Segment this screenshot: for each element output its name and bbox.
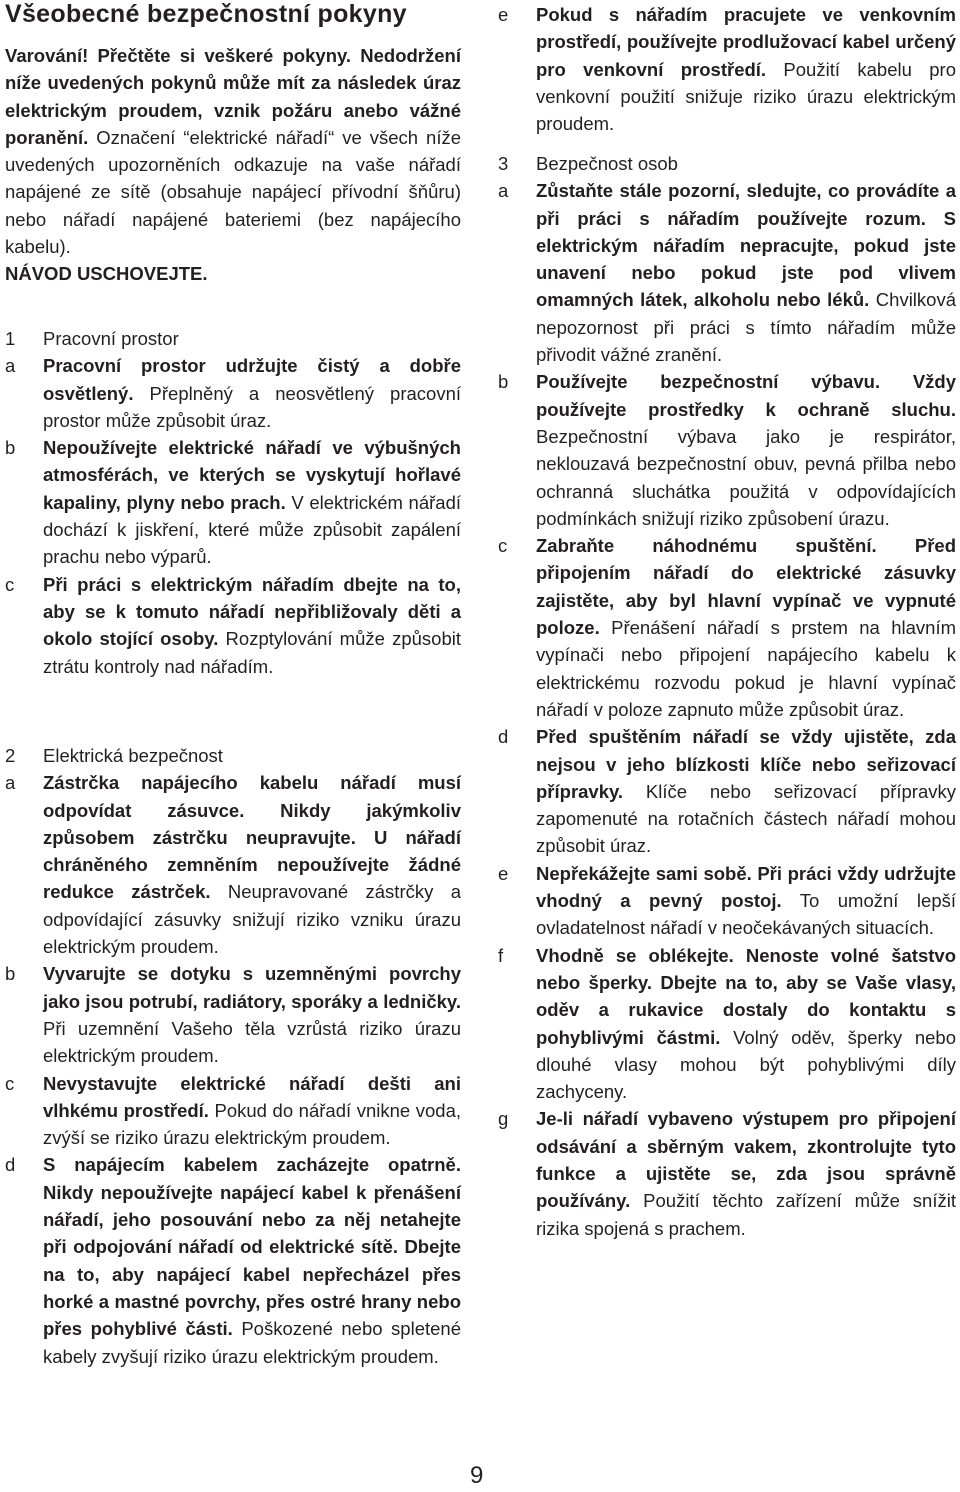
section-personal-safety (498, 150, 956, 1242)
item-bold: Nepřekážejte sami sobě. Při práci vždy udržujte vhodný a pevný postoj. (536, 862, 956, 912)
item-label: e (498, 862, 509, 884)
list-item (5, 1070, 461, 1152)
item-text: Rozptylování může způsobit ztrátu kontroly nad nářadím. (43, 628, 461, 677)
intro (5, 42, 461, 288)
item-bold: S napájecím kabelem zacházejte opatrně. Nikdy nepoužívejte napájecí kabel k přenášení nářadí, jeho posouvání nebo za něj netahejte při odpojování nářadí od elektrické sítě. Dbejte na to, aby napájecí kabel nepřecházel přes horké a mastné povrchy, přes ostré hrany nebo přes pohyblivé části. (43, 1154, 461, 1340)
intro-definition: Označení “elektrické nářadí“ ve všech níže uvedených upozorněních odkazuje na vaše nářadí napájené ze sítě (obsahuje napájecí přívodní šňůru) nebo nářadí napájené bateriemi (bez napájecího kabelu). (5, 126, 461, 258)
list-item (498, 942, 956, 1106)
item-bold: Vyvarujte se dotyku s uzemněnými povrchy jako jsou potrubí, radiátory, sporáky a ledničky. (43, 963, 461, 1012)
list-item (498, 723, 956, 859)
list-item (5, 352, 461, 434)
page-title: Všeobecné bezpečnostní pokyny (5, 0, 407, 28)
item-bold: Pracovní prostor udržujte čistý a dobře osvětlený. (43, 355, 461, 404)
list-item (5, 1151, 461, 1369)
item-text: Poškozené nebo spletené kabely zvyšují riziko úrazu elektrickým proudem. (43, 1318, 462, 1367)
item-text: Pokud do nářadí vnikne voda, zvýší se riziko úrazu elektrickým proudem. (43, 1099, 462, 1149)
item-text: Neupravované zástrčky a odpovídající zásuvky snižují riziko vzniku úrazu elektrickým proudem. (43, 881, 461, 958)
item-label: a (498, 180, 509, 202)
list-item (498, 177, 956, 368)
item-label: f (498, 944, 504, 966)
section-heading: Elektrická bezpečnost (43, 745, 223, 766)
item-text: Při uzemnění Vašeho těla vzrůstá riziko úrazu elektrickým proudem. (43, 1017, 461, 1067)
item-label: b (5, 963, 16, 985)
item-bold: Nevystavujte elektrické nářadí dešti ani vlhkému prostředí. (43, 1072, 461, 1121)
item-text: Bezpečnostní výbava jako je respirátor, neklouzavá bezpečnostní obuv, pevná přilba nebo ochranná sluchátka použitá v odpovídajících podmínkách snižují riziko způsobení úrazu. (536, 425, 956, 529)
list-item (498, 1105, 956, 1241)
item-text: V elektrickém nářadí dochází k jiskření, které může způsobit zapálení prachu nebo výparů. (43, 491, 462, 568)
section-number: 1 (5, 328, 16, 349)
section-heading: Pracovní prostor (43, 328, 179, 349)
list-item (498, 860, 956, 942)
item-label: b (498, 371, 509, 393)
item-bold: Nepoužívejte elektrické nářadí ve výbušných atmosférách, ve kterých se vyskytují hořlavé kapaliny, plyny nebo prach. (43, 437, 461, 513)
list-item (5, 434, 461, 570)
item-text: Použití kabelu pro venkovní použití snižuje riziko úrazu elektrickým proudem. (536, 58, 956, 135)
item-text: Chvilková nepozornost při práci s tímto nářadím může přivodit vážné zranění. (536, 289, 956, 366)
item-label: c (5, 573, 15, 595)
list-item (498, 532, 956, 723)
section-electrical-safety (5, 742, 461, 1370)
item-label: g (498, 1108, 509, 1130)
list-item (5, 769, 461, 960)
item-bold: Je-li nářadí vybaveno výstupem pro připojení odsávání a sběrným vakem, zkontrolujte tyto funkce a ujistěte se, zda jsou správně používány. (536, 1108, 956, 1212)
list-item (498, 1, 956, 137)
item-text: Použití těchto zařízení může snížit rizika spojená s prachem. (536, 1190, 956, 1239)
item-label: d (5, 1154, 16, 1176)
intro-warning: Varování! Přečtěte si veškeré pokyny. Nedodržení níže uvedených pokynů může mít za následek úraz elektrickým proudem, vznik požáru anebo vážné poranění. (5, 45, 461, 148)
item-label: a (5, 355, 16, 377)
item-label: a (5, 772, 16, 794)
item-text: Klíče nebo seřizovací přípravky zapomenuté na rotačních částech nářadí mohou způsobit úraz. (536, 780, 956, 857)
item-bold: Zabraňte náhodnému spuštění. Před připojením nářadí do elektrické zásuvky zajistěte, aby byl hlavní vypínač ve vypnuté poloze. (536, 535, 956, 639)
item-text: To umožní lepší ovladatelnost nářadí v neočekávaných situacích. (536, 890, 956, 939)
item-bold: Při práci s elektrickým nářadím dbejte na to, aby se k tomuto nářadí nepřibližovaly děti a okolo stojící osoby. (43, 573, 461, 650)
item-label: c (498, 535, 508, 557)
item-label: c (5, 1072, 15, 1094)
item-label: b (5, 437, 16, 459)
item-bold: Před spuštěním nářadí se vždy ujistěte, zda nejsou v jeho blízkosti klíče nebo seřizovací přípravky. (536, 726, 956, 802)
item-bold: Používejte bezpečnostní výbavu. Vždy používejte prostředky k ochraně sluchu. (536, 371, 956, 420)
section-number: 2 (5, 745, 16, 766)
section-number: 3 (498, 153, 509, 174)
item-bold: Pokud s nářadím pracujete ve venkovním prostředí, používejte prodlužovací kabel určený pro venkovní prostředí. (536, 4, 956, 80)
item-label: d (498, 726, 509, 748)
list-item (5, 571, 461, 680)
item-text: Přeplněný a neosvětlený pracovní prostor může způsobit úraz. (43, 382, 461, 431)
item-bold: Zástrčka napájecího kabelu nářadí musí odpovídat zásuvce. Nikdy jakýmkoliv způsobem zástrčku neupravujte. U nářadí chráněného zemněním nepoužívejte žádné redukce zástrček. (43, 772, 461, 903)
page-number: 9 (470, 1462, 484, 1489)
section-electrical-safety-continued (498, 1, 956, 137)
list-item (498, 368, 956, 532)
item-text: Volný oděv, šperky nebo dlouhé vlasy mohou být pohyblivými díly zachyceny. (536, 1026, 956, 1103)
item-text: Přenášení nářadí s prstem na hlavním vypínači nebo připojení napájecího kabelu k elektrickému rozvodu pokud je hlavní vypínač nářadí v poloze zapnuto může způsobit úraz. (536, 617, 956, 720)
section-work-area (5, 325, 461, 680)
item-bold: Vhodně se oblékejte. Nenoste volné šatstvo nebo šperky. Dbejte na to, aby se Vaše vlasy, oděv a rukavice dostaly do kontaktu s pohyblivými částmi. (536, 944, 956, 1048)
list-item (5, 960, 461, 1069)
item-label: e (498, 4, 509, 25)
keep-instructions: NÁVOD USCHOVEJTE. (5, 263, 208, 285)
item-bold: Zůstaňte stále pozorní, sledujte, co provádíte a při práci s nářadím používejte rozum. S elektrickým nářadím nepracujte, pokud jste unavení nebo pokud jste pod vlivem omamných látek, alkoholu nebo léků. (536, 180, 956, 311)
section-heading: Bezpečnost osob (536, 153, 678, 174)
